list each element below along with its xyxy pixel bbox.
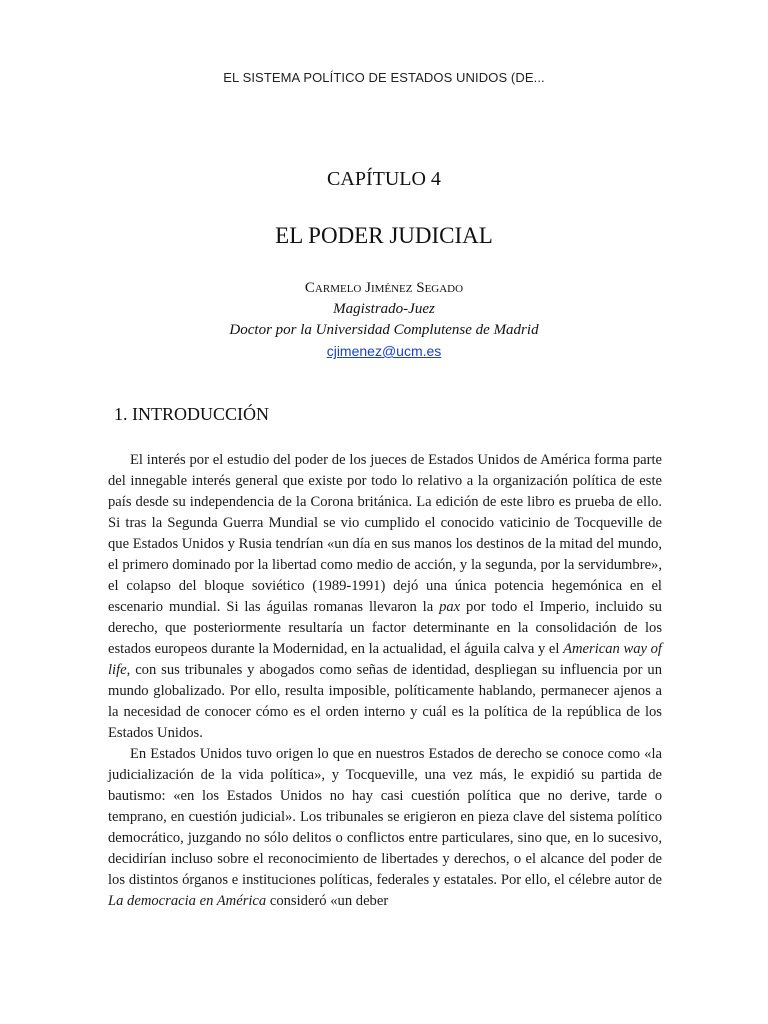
italic-text: La democracia en América xyxy=(108,893,267,909)
section-heading: 1. INTRODUCCIÓN xyxy=(114,404,269,424)
paragraph-text: por todo el Imperio, incluido su derecho, que posteriormente resultaría un factor determinante en la consolidación de los estados europeos durante la Modernidad, en la actualidad, el águila calva y el xyxy=(108,599,662,657)
author-name: Carmelo Jiménez Segado xyxy=(304,280,464,296)
author-affiliation: Doctor por la Universidad Complutense de Madrid xyxy=(229,322,539,338)
running-header: EL SISTEMA POLÍTICO DE ESTADOS UNIDOS (DE... xyxy=(223,70,545,85)
paragraph-text: En Estados Unidos tuvo origen lo que en nuestros Estados de derecho se conoce como «la judicialización de la vida política», y Tocqueville, una vez más, le expidió su partida de bautismo: «en los Estados Unidos no hay casi cuestión política que no derive, tarde o temprano, en cuestión judicial». Los tribunales se erigieron en pieza clave del sistema político democrático, juzgando no sólo delitos o conflictos entre particulares, sino que, en lo sucesivo, decidirían incluso sobre el reconocimiento de libertades y derechos, o el alcance del poder de los distintos órganos e instituciones políticas, federales y estatales. Por ello, el célebre autor de xyxy=(108,746,662,888)
body-paragraph xyxy=(108,450,662,744)
paragraph-text: El interés por el estudio del poder de los jueces de Estados Unidos de América forma parte del innegable interés general que existe por todo lo relativo a la organización política de este país desde su independencia de la Corona británica. La edición de este libro es prueba de ello. Si tras la Segunda Guerra Mundial se vio cumplido el conocido vaticinio de Tocqueville de que Estados Unidos y Rusia tendrían «un día en sus manos los destinos de la mitad del mundo, el primero dominado por la libertad como medio de acción, y la segunda, por la servidumbre», el colapso del bloque soviético (1989-1991) dejó una única potencia hegemónica en el escenario mundial. Si las águilas romanas llevaron la xyxy=(108,452,662,615)
italic-text: pax xyxy=(439,599,461,615)
chapter-number: CAPÍTULO 4 xyxy=(327,168,441,190)
author-email-link[interactable]: cjimenez@ucm.es xyxy=(326,343,442,359)
paragraph-text: , con sus tribunales y abogados como señas de identidad, despliegan su influencia por un mundo globalizado. Por ello, resulta imposible, políticamente hablando, permanecer ajenos a la necesidad de conocer cómo es el orden interno y cuál es la política de la república de los Estados Unidos. xyxy=(108,662,662,741)
author-role: Magistrado-Juez xyxy=(333,301,435,317)
paragraph-text: consideró «un deber xyxy=(266,893,389,909)
body-paragraph xyxy=(108,744,662,912)
italic-text: American way of life xyxy=(108,641,662,678)
author-block xyxy=(0,278,768,363)
chapter-title: EL PODER JUDICIAL xyxy=(275,223,493,248)
body-text xyxy=(108,450,662,912)
